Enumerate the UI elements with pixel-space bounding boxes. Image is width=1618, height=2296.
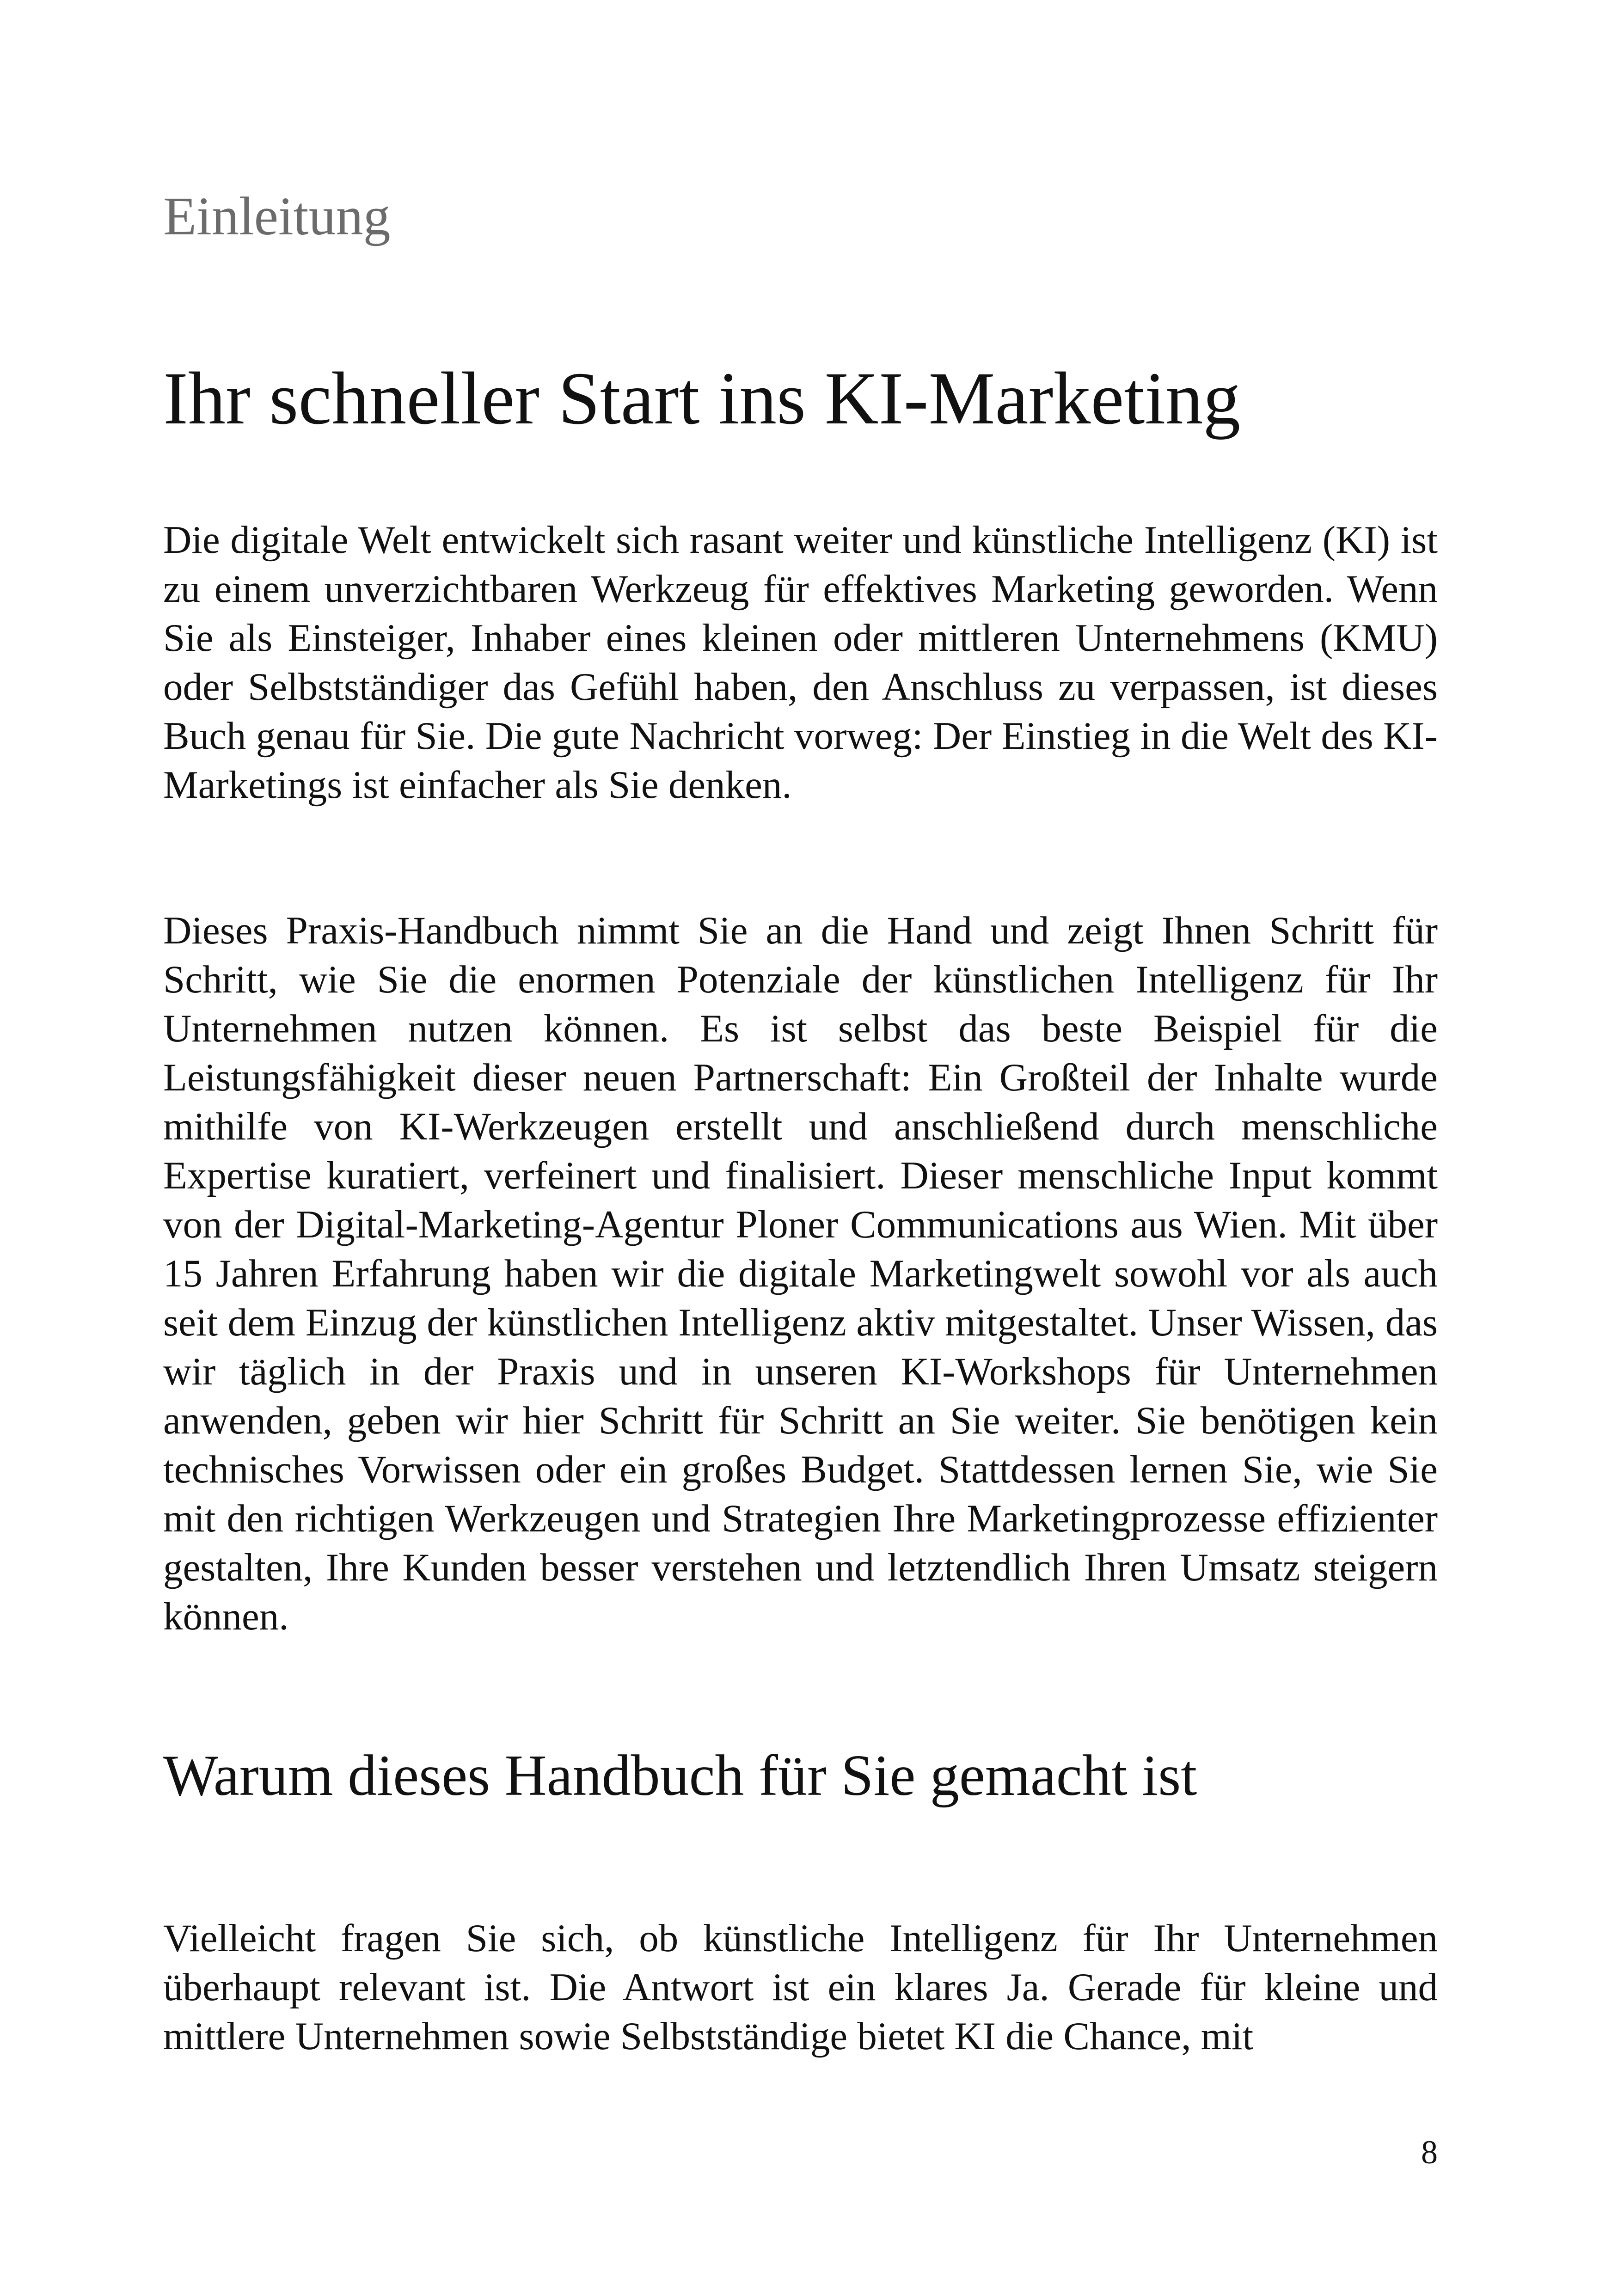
page-number: 8: [1421, 2134, 1438, 2171]
body-paragraph-1: Die digitale Welt entwickelt sich rasant weiter und künstliche Intelligenz (KI) ist zu einem unverzichtbaren Werkzeug für effektives Marketing geworden. Wenn Sie als Einsteiger, Inhaber eines kleinen oder mittleren Unternehmens (KMU) oder Selbstständiger das Gefühl haben, den Anschluss zu verpassen, ist dieses Buch genau für Sie. Die gute Nachricht vorweg: Der Einstieg in die Welt des KI-Marketings ist einfacher als Sie denken.: [163, 518, 1438, 807]
chapter-title: Ihr schneller Start ins KI-Marketing: [163, 357, 1241, 440]
body-paragraph-3: Vielleicht fragen Sie sich, ob künstliche Intelligenz für Ihr Unternehmen überhaupt relevant ist. Die Antwort ist ein klares Ja. Gerade für kleine und mittlere Unternehmen sowie Selbstständige bietet KI die Chance, mit: [163, 1916, 1438, 2058]
section-heading: Warum dieses Handbuch für Sie gemacht ist: [163, 1744, 1197, 1808]
chapter-label: Einleitung: [163, 186, 391, 246]
body-paragraph-2: Dieses Praxis-Handbuch nimmt Sie an die Hand und zeigt Ihnen Schritt für Schritt, wie Sie die enormen Potenziale der künstlichen Intelligenz für Ihr Unternehmen nutzen können. Es ist selbst das beste Beispiel für die Leistungsfähigkeit dieser neuen Partnerschaft: Ein Großteil der Inhalte wurde mithilfe von KI-Werkzeugen erstellt und anschließend durch menschliche Expertise kuratiert, verfeinert und finalisiert. Dieser menschliche Input kommt von der Digital-Marketing-Agentur Ploner Communications aus Wien. Mit über 15 Jahren Erfahrung haben wir die digitale Marketingwelt sowohl vor als auch seit dem Einzug der künstlichen Intelligenz aktiv mitgestaltet. Unser Wissen, das wir täglich in der Praxis und in unseren KI-Workshops für Unternehmen anwenden, geben wir hier Schritt für Schritt an Sie weiter. Sie benötigen kein technisches Vorwissen oder ein großes Budget. Stattdessen lernen Sie, wie Sie mit den richtigen Werkzeugen und Strategien Ihre Marketingprozesse effizienter gestalten, Ihre Kunden besser verstehen und letztendlich Ihren Umsatz steigern können.: [163, 909, 1438, 1638]
